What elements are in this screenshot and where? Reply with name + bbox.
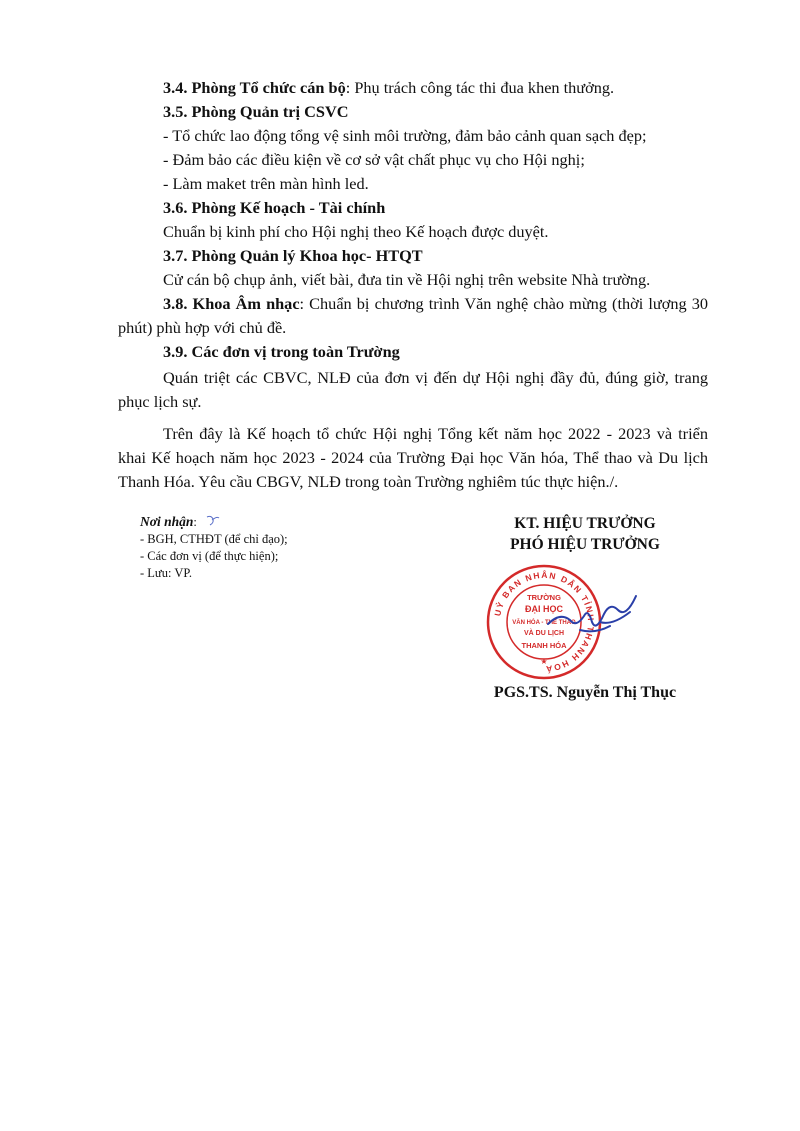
seal-center-line: ĐẠI HỌC bbox=[525, 604, 563, 614]
section-3-5-item: - Làm maket trên màn hình led. bbox=[163, 174, 369, 193]
closing-line3: Thanh Hóa. Yêu cầu CBGV, NLĐ trong toàn Trường nghiêm túc thực hiện./. bbox=[118, 472, 619, 491]
signer-role-line2: PHÓ HIỆU TRƯỞNG bbox=[510, 536, 660, 553]
section-3-4-text: : Phụ trách công tác thi đua khen thưởng. bbox=[345, 78, 615, 97]
seal-center-line: TRƯỜNG bbox=[527, 593, 561, 602]
section-3-7-text: Cử cán bộ chụp ảnh, viết bài, đưa tin về Hội nghị trên website Nhà trường. bbox=[163, 270, 651, 289]
seal-center-line: VĂN HÓA - THỂ THAO bbox=[512, 620, 576, 626]
closing-line1: Trên đây là Kế hoạch tổ chức Hội nghị Tổng kết năm học 2022 - 2023 và triển bbox=[163, 424, 708, 443]
closing-line2: khai Kế hoạch năm học 2023 - 2024 của Trường Đại học Văn hóa, Thể thao và Du lịch bbox=[118, 448, 708, 467]
section-3-6-heading: 3.6. Phòng Kế hoạch - Tài chính bbox=[163, 198, 386, 217]
seal-ring-text: UỶ BAN NHÂN DÂN TỈNH THANH HOÁ bbox=[492, 569, 597, 675]
handwritten-signature-icon bbox=[540, 582, 650, 642]
section-3-5-item: - Đảm bảo các điều kiện về cơ sở vật chất phục vụ cho Hội nghị; bbox=[163, 150, 585, 169]
section-3-4 bbox=[163, 77, 708, 99]
recipient-item: - BGH, CTHĐT (để chỉ đạo); bbox=[140, 532, 288, 546]
recipient-item: - Lưu: VP. bbox=[140, 566, 193, 580]
seal-center-line: VÀ DU LỊCH bbox=[523, 630, 565, 637]
seal-center-line: THANH HÓA bbox=[521, 641, 567, 650]
recipients-title: Nơi nhận: bbox=[140, 514, 197, 529]
recipient-item: - Các đơn vị (để thực hiện); bbox=[140, 549, 279, 563]
section-3-6-text: Chuẩn bị kinh phí cho Hội nghị theo Kế hoạch được duyệt. bbox=[163, 222, 549, 241]
section-3-5-heading: 3.5. Phòng Quản trị CSVC bbox=[163, 102, 349, 121]
initial-mark-icon bbox=[205, 514, 221, 528]
section-3-9-heading: 3.9. Các đơn vị trong toàn Trường bbox=[163, 342, 400, 361]
section-3-9-line1: Quán triệt các CBVC, NLĐ của đơn vị đến dự Hội nghị đầy đủ, đúng giờ, trang bbox=[163, 368, 708, 387]
svg-text:★: ★ bbox=[540, 657, 548, 666]
section-3-8-line2: phút) phù hợp với chủ đề. bbox=[118, 318, 287, 337]
section-3-4-heading: 3.4. Phòng Tổ chức cán bộ bbox=[163, 78, 346, 97]
signer-role-line1: KT. HIỆU TRƯỞNG bbox=[514, 515, 656, 532]
section-3-9-line2: phục lịch sự. bbox=[118, 392, 202, 411]
section-3-8-line1: 3.8. Khoa Âm nhạc: Chuẩn bị chương trình Văn nghệ chào mừng (thời lượng 30 bbox=[163, 294, 708, 313]
section-3-5-item: - Tổ chức lao động tổng vệ sinh môi trường, đảm bảo cảnh quan sạch đẹp; bbox=[163, 126, 647, 145]
signer-name: PGS.TS. Nguyễn Thị Thục bbox=[493, 684, 677, 701]
section-3-7-heading: 3.7. Phòng Quản lý Khoa học- HTQT bbox=[163, 246, 423, 265]
section-3-8-heading: 3.8. Khoa Âm nhạc bbox=[163, 294, 300, 313]
